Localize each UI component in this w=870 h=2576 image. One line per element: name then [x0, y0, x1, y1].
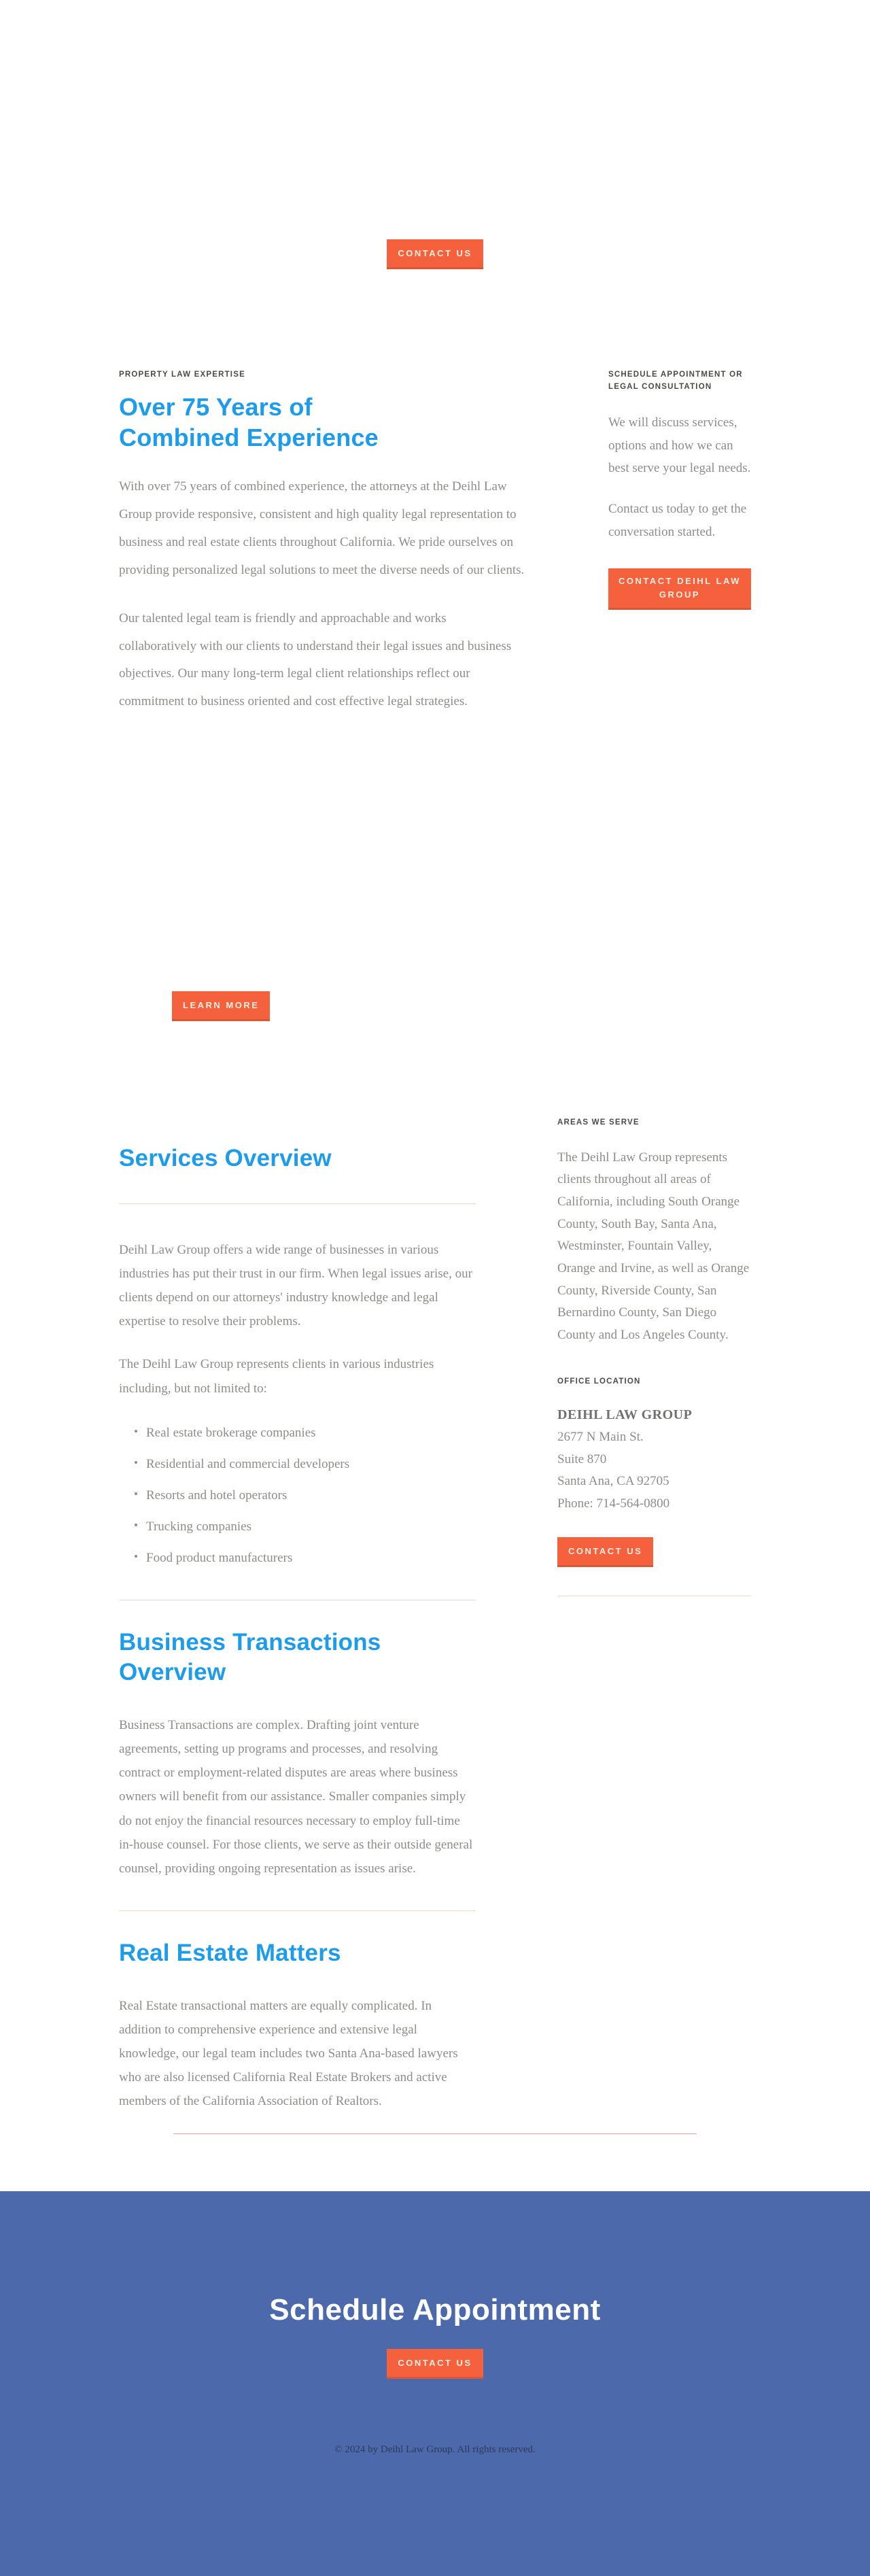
office-location-eyebrow: OFFICE LOCATION [557, 1377, 641, 1386]
divider [119, 1910, 476, 1911]
services-left-column [119, 1116, 476, 2113]
hero-contact-button[interactable]: CONTACT US [387, 239, 483, 269]
services-paragraph-2: The Deihl Law Group represents clients in various industries including, but not limited to: [119, 1357, 434, 1396]
list-item: • Residential and commercial developers [146, 1452, 476, 1476]
services-paragraph-1: Deihl Law Group offers a wide range of businesses in various industries has put their trust in our firm. When legal issues arise, our clients depend on our attorneys' industry knowledge and legal expertise to resolve their problems. [119, 1242, 472, 1329]
footer-heading: Schedule Appointment [269, 2293, 601, 2327]
services-right-column [557, 1116, 751, 2113]
office-address-line: Santa Ana, CA 92705 [557, 1474, 669, 1489]
hero-cta-section [0, 0, 870, 269]
intro-eyebrow: PROPERTY LAW EXPERTISE [119, 371, 245, 379]
list-item: • Trucking companies [146, 1515, 476, 1539]
office-name: DEIHL LAW GROUP [557, 1407, 693, 1422]
divider [119, 1203, 476, 1204]
section-divider [173, 2133, 697, 2134]
areas-we-serve-eyebrow: AREAS WE SERVE [557, 1118, 640, 1127]
real-estate-paragraph: Real Estate transactional matters are equally complicated. In addition to comprehensive experience and extensive legal knowledge, our legal team includes two Santa Ana-based lawyers who are also licensed California Real Estate Brokers and active members of the California Association of Realtors. [119, 1998, 458, 2109]
intro-paragraph-2: Our talented legal team is friendly and approachable and works collaboratively with our clients to understand their legal issues and business objectives. Our many long-term legal client relationships reflect our commitment to business oriented and cost effective legal strategies. [119, 611, 512, 709]
appointment-paragraph-2: Contact us today to get the conversation started. [608, 502, 747, 540]
copyright-text: © 2024 by Deihl Law Group. All rights reserved. [334, 2444, 536, 2456]
services-section [119, 1116, 751, 2113]
real-estate-heading: Real Estate Matters [119, 1939, 341, 1966]
intro-paragraph-1: With over 75 years of combined experience, the attorneys at the Deihl Law Group provide responsive, consistent and high quality legal representation to business and real estate clients throughout California. We pride ourselves on providing personalized legal solutions to meet the diverse needs of our clients. [119, 479, 525, 577]
areas-we-serve-paragraph: The Deihl Law Group represents clients throughout all areas of California, including South Orange County, South Bay, Santa Ana, Westminster, Fountain Valley, Orange and Irvine, as well as Orange County, Riverside County, San Bernardino County, San Diego County and Los Angeles County. [557, 1150, 750, 1342]
intro-section [119, 368, 751, 1021]
services-overview-heading: Services Overview [119, 1145, 332, 1172]
intro-heading: Over 75 Years of Combined Experience [119, 393, 379, 452]
business-transactions-paragraph: Business Transactions are complex. Drafting joint venture agreements, setting up programs and processes, and resolving contract or employment-related disputes are areas where business owners will benefit from our assistance. Smaller companies simply do not enjoy the financial resources necessary to employ full-time in-house counsel. For those clients, we serve as their outside general counsel, providing ongoing representation as issues arise. [119, 1717, 473, 1876]
office-contact-button[interactable]: CONTACT US [557, 1537, 653, 1567]
appointment-sidebar [608, 368, 751, 1021]
footer-contact-button[interactable]: CONTACT US [387, 2349, 483, 2379]
learn-more-button[interactable]: LEARN MORE [172, 991, 270, 1021]
business-transactions-heading: Business Transactions Overview [119, 1629, 381, 1686]
contact-deihl-law-group-button[interactable]: CONTACT DEIHL LAW GROUP [608, 568, 751, 610]
list-item: • Real estate brokerage companies [146, 1421, 476, 1445]
schedule-appointment-footer [0, 2191, 870, 2576]
intro-left-column [119, 368, 527, 1021]
industries-list [119, 1421, 476, 1570]
list-item: • Food product manufacturers [146, 1546, 476, 1570]
office-address-line: Suite 870 [557, 1452, 607, 1466]
appointment-eyebrow: SCHEDULE APPOINTMENT OR LEGAL CONSULTATION [608, 371, 743, 392]
office-address-line: 2677 N Main St. [557, 1429, 644, 1444]
list-item: • Resorts and hotel operators [146, 1483, 476, 1507]
office-phone: Phone: 714-564-0800 [557, 1496, 670, 1511]
appointment-paragraph-1: We will discuss services, options and how we can best serve your legal needs. [608, 415, 751, 476]
